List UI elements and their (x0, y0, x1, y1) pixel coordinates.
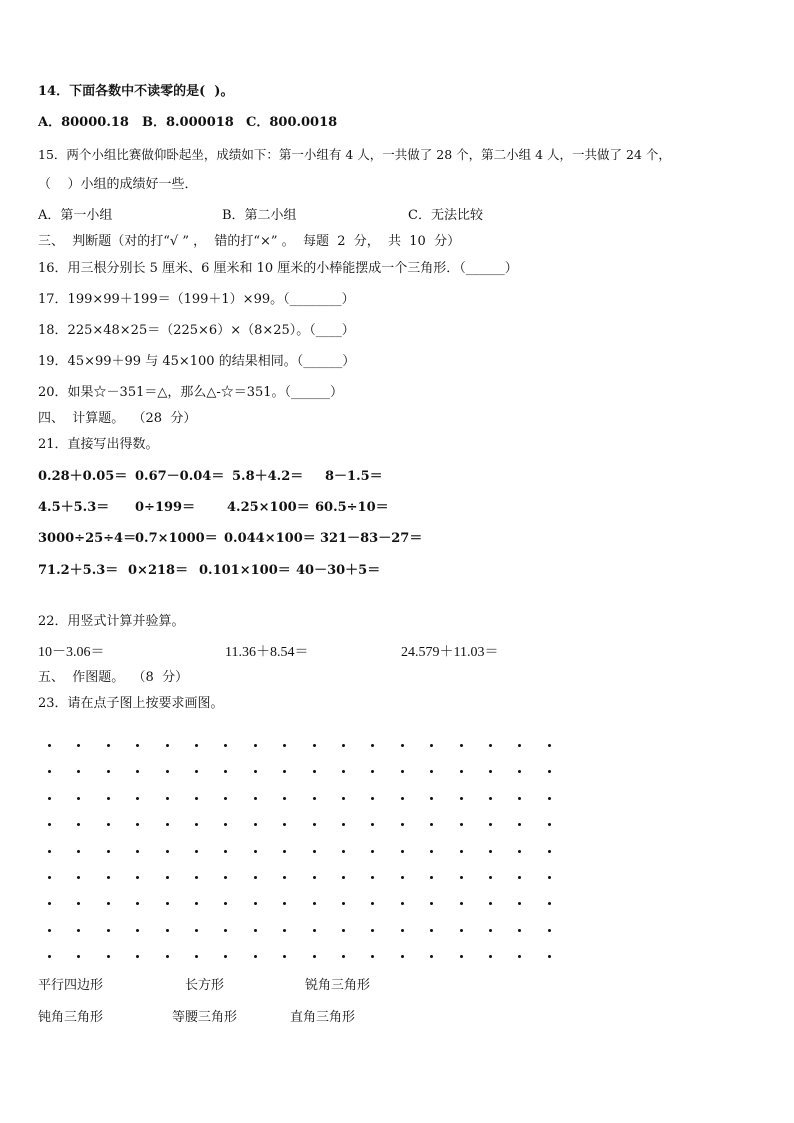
grid-dot (107, 823, 110, 826)
grid-dot (224, 797, 227, 800)
grid-dot (136, 876, 139, 879)
grid-dot (342, 955, 345, 958)
grid-dot (48, 850, 51, 853)
grid-dot (166, 929, 169, 932)
grid-dot (518, 929, 521, 932)
grid-dot (342, 902, 345, 905)
grid-dot (224, 744, 227, 747)
grid-dot (107, 770, 110, 773)
grid-dot (548, 902, 551, 905)
grid-dot (460, 929, 463, 932)
q15-option-b: B．第二小组 (222, 208, 297, 223)
grid-dot (48, 823, 51, 826)
grid-dot (518, 770, 521, 773)
grid-dot (313, 955, 316, 958)
shape-label: 等腰三角形 (172, 1010, 238, 1025)
vertical-calc-item: 24.579＋11.03＝ (401, 645, 499, 660)
grid-dot (136, 850, 139, 853)
calc-item: 0.67－0.04＝ (135, 469, 225, 484)
grid-dot (342, 850, 345, 853)
grid-dot (489, 876, 492, 879)
grid-dot (195, 955, 198, 958)
grid-dot (313, 902, 316, 905)
shape-label: 锐角三角形 (305, 978, 371, 993)
grid-dot (77, 770, 80, 773)
grid-dot (460, 902, 463, 905)
grid-dot (195, 929, 198, 932)
grid-dot (401, 876, 404, 879)
grid-dot (283, 850, 286, 853)
grid-dot (460, 797, 463, 800)
grid-dot (77, 929, 80, 932)
calc-item: 71.2＋5.3＝ (38, 563, 119, 578)
grid-dot (254, 770, 257, 773)
grid-dot (548, 876, 551, 879)
grid-dot (460, 744, 463, 747)
calc-item: 0×218＝ (128, 563, 189, 578)
grid-dot (430, 770, 433, 773)
grid-dot (548, 850, 551, 853)
calc-item: 60.5÷10＝ (315, 500, 389, 515)
grid-dot (342, 876, 345, 879)
grid-dot (371, 823, 374, 826)
grid-dot (430, 744, 433, 747)
grid-dot (283, 797, 286, 800)
grid-dot (371, 850, 374, 853)
calc-item: 3000÷25÷4＝ (38, 531, 137, 546)
grid-dot (224, 823, 227, 826)
calc-item: 8－1.5＝ (325, 469, 383, 484)
grid-dot (283, 902, 286, 905)
grid-dot (401, 902, 404, 905)
grid-dot (254, 902, 257, 905)
grid-dot (430, 929, 433, 932)
grid-dot (548, 797, 551, 800)
grid-dot (136, 823, 139, 826)
grid-dot (430, 876, 433, 879)
grid-dot (136, 902, 139, 905)
grid-dot (136, 955, 139, 958)
grid-dot (224, 902, 227, 905)
grid-dot (48, 744, 51, 747)
grid-dot (342, 770, 345, 773)
grid-dot (313, 850, 316, 853)
grid-dot (401, 850, 404, 853)
grid-dot (224, 929, 227, 932)
grid-dot (489, 823, 492, 826)
grid-dot (48, 955, 51, 958)
calc-item: 321－83－27＝ (320, 531, 423, 546)
grid-dot (283, 744, 286, 747)
q19-stem: 19．45×99＋99 与 45×100 的结果相同。（______） (38, 354, 356, 369)
grid-dot (283, 955, 286, 958)
grid-dot (430, 902, 433, 905)
shape-label: 长方形 (185, 978, 225, 993)
grid-dot (283, 823, 286, 826)
grid-dot (48, 902, 51, 905)
grid-dot (107, 955, 110, 958)
grid-dot (460, 955, 463, 958)
grid-dot (48, 876, 51, 879)
grid-dot (107, 850, 110, 853)
grid-dot (313, 823, 316, 826)
grid-dot (77, 955, 80, 958)
grid-dot (548, 770, 551, 773)
grid-dot (342, 797, 345, 800)
grid-dot (401, 744, 404, 747)
grid-dot (518, 876, 521, 879)
grid-dot (77, 797, 80, 800)
grid-dot (371, 770, 374, 773)
grid-dot (254, 929, 257, 932)
grid-dot (195, 744, 198, 747)
grid-dot (518, 850, 521, 853)
grid-dot (283, 876, 286, 879)
grid-dot (107, 902, 110, 905)
calc-item: 4.5＋5.3＝ (38, 500, 110, 515)
grid-dot (77, 823, 80, 826)
grid-dot (254, 823, 257, 826)
grid-dot (195, 823, 198, 826)
shape-label: 钝角三角形 (38, 1010, 104, 1025)
grid-dot (48, 929, 51, 932)
calc-item: 0.101×100＝ (199, 563, 291, 578)
grid-dot (489, 955, 492, 958)
grid-dot (107, 876, 110, 879)
grid-dot (313, 744, 316, 747)
grid-dot (489, 770, 492, 773)
grid-dot (430, 850, 433, 853)
grid-dot (313, 770, 316, 773)
grid-dot (342, 744, 345, 747)
section5-heading: 五、 作图题。 （8 分） (38, 670, 189, 685)
calc-item: 5.8＋4.2＝ (232, 469, 304, 484)
q14-option-b: B．8.000018 (142, 115, 234, 130)
grid-dot (224, 850, 227, 853)
grid-dot (195, 770, 198, 773)
shape-label: 平行四边形 (38, 978, 104, 993)
grid-dot (430, 797, 433, 800)
grid-dot (107, 797, 110, 800)
grid-dot (224, 955, 227, 958)
grid-dot (107, 929, 110, 932)
grid-dot (489, 797, 492, 800)
grid-dot (371, 797, 374, 800)
calc-item: 0.28＋0.05＝ (38, 469, 128, 484)
q21-stem: 21．直接写出得数。 (38, 437, 159, 452)
grid-dot (48, 770, 51, 773)
grid-dot (460, 876, 463, 879)
grid-dot (518, 955, 521, 958)
section4-heading: 四、 计算题。 （28 分） (38, 411, 197, 426)
grid-dot (489, 850, 492, 853)
grid-dot (77, 744, 80, 747)
q23-stem: 23．请在点子图上按要求画图。 (38, 696, 224, 711)
grid-dot (166, 823, 169, 826)
grid-dot (254, 744, 257, 747)
grid-dot (489, 744, 492, 747)
grid-dot (283, 929, 286, 932)
grid-dot (166, 955, 169, 958)
grid-dot (283, 770, 286, 773)
grid-dot (136, 744, 139, 747)
grid-dot (371, 744, 374, 747)
grid-dot (401, 797, 404, 800)
grid-dot (136, 929, 139, 932)
grid-dot (195, 876, 198, 879)
q15-stem-line2: （ ）小组的成绩好一些． (38, 177, 198, 192)
grid-dot (136, 797, 139, 800)
calc-item: 4.25×100＝ (227, 500, 310, 515)
grid-dot (195, 797, 198, 800)
grid-dot (548, 823, 551, 826)
vertical-calc-item: 10－3.06＝ (38, 645, 105, 660)
grid-dot (371, 902, 374, 905)
grid-dot (166, 744, 169, 747)
vertical-calc-item: 11.36＋8.54＝ (225, 645, 309, 660)
q18-stem: 18．225×48×25＝（225×6）×（8×25）。（____） (38, 323, 355, 338)
grid-dot (489, 929, 492, 932)
grid-dot (518, 744, 521, 747)
grid-dot (548, 929, 551, 932)
grid-dot (518, 797, 521, 800)
grid-dot (401, 929, 404, 932)
grid-dot (224, 770, 227, 773)
grid-dot (48, 797, 51, 800)
q15-option-a: A．第一小组 (38, 208, 113, 223)
grid-dot (254, 797, 257, 800)
grid-dot (401, 823, 404, 826)
grid-dot (313, 797, 316, 800)
q20-stem: 20．如果☆－351＝△，那么△-☆＝351。（______） (38, 385, 344, 400)
grid-dot (460, 850, 463, 853)
calc-item: 0÷199＝ (135, 500, 196, 515)
calc-item: 0.7×1000＝ (135, 531, 218, 546)
grid-dot (224, 876, 227, 879)
q14-option-a: A．80000.18 (38, 115, 129, 130)
grid-dot (518, 823, 521, 826)
q17-stem: 17．199×99＋199＝（199＋1）×99。（________） (38, 292, 355, 307)
grid-dot (254, 850, 257, 853)
q16-stem: 16．用三根分别长 5 厘米、6 厘米和 10 厘米的小棒能摆成一个三角形．（______） (38, 261, 518, 276)
grid-dot (371, 876, 374, 879)
grid-dot (548, 955, 551, 958)
grid-dot (195, 850, 198, 853)
grid-dot (371, 929, 374, 932)
grid-dot (77, 850, 80, 853)
q14-stem: 14．下面各数中不读零的是( )。 (38, 84, 234, 99)
grid-dot (107, 744, 110, 747)
grid-dot (166, 770, 169, 773)
grid-dot (401, 955, 404, 958)
grid-dot (195, 902, 198, 905)
section3-heading: 三、 判断题（对的打“√ ” ， 错的打“×” 。 每题 2 分， 共 10 分） (38, 234, 461, 249)
q15-stem-line1: 15．两个小组比赛做仰卧起坐，成绩如下：第一小组有 4 人，一共做了 28 个，第二小组 4 人，一共做了 24 个， (38, 147, 671, 162)
grid-dot (460, 823, 463, 826)
grid-dot (254, 876, 257, 879)
grid-dot (77, 876, 80, 879)
grid-dot (166, 797, 169, 800)
grid-dot (489, 902, 492, 905)
grid-dot (401, 770, 404, 773)
grid-dot (313, 876, 316, 879)
calc-item: 0.044×100＝ (224, 531, 316, 546)
calc-item: 40－30＋5＝ (296, 563, 381, 578)
grid-dot (166, 876, 169, 879)
grid-dot (371, 955, 374, 958)
q15-option-c: C．无法比较 (408, 208, 483, 223)
grid-dot (136, 770, 139, 773)
q22-stem: 22．用竖式计算并验算。 (38, 614, 185, 629)
grid-dot (166, 850, 169, 853)
grid-dot (166, 902, 169, 905)
grid-dot (77, 902, 80, 905)
q14-option-c: C．800.0018 (246, 115, 338, 130)
grid-dot (460, 770, 463, 773)
grid-dot (313, 929, 316, 932)
grid-dot (254, 955, 257, 958)
shape-label: 直角三角形 (290, 1010, 356, 1025)
grid-dot (430, 955, 433, 958)
grid-dot (342, 929, 345, 932)
grid-dot (548, 744, 551, 747)
grid-dot (518, 902, 521, 905)
grid-dot (342, 823, 345, 826)
grid-dot (430, 823, 433, 826)
